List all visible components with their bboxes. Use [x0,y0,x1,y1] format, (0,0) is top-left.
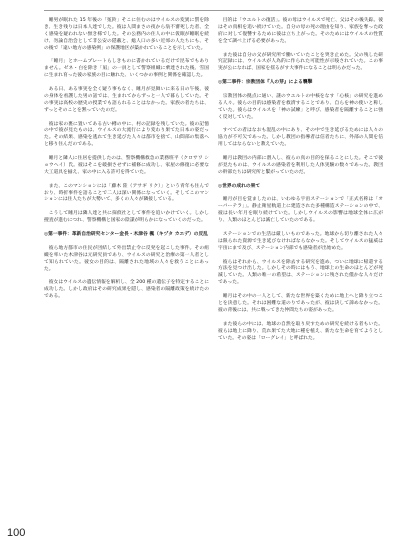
section-heading: ◎第一事件：革新自治研究センター金長・木津谷 楓（キヅタ カエデ）の反乱 [44,231,208,237]
paragraph: 宗教団体の拠点に通い、謎のウエルトの中核をなす「心核」の研究を進める人々。彼らの目的は感染者を救済することであり、自らを神の使いと称していた。彼らはウイルスを「神の試練」と呼び、感染者を隔離することに強く反対していた。 [218,93,383,120]
paragraph: 彼ら地方都市の住民が団結して外出禁止令に反発を起こした事件。その組織を率いた木津谷は元研究員であり、ウイルスの研究と治療の第一人者として知られていた。彼女の目的は、隔離された地域の人々を救うことにあった。 [44,245,209,272]
paragraph: 睡男が眠れた 15 年後の「冤鈴」そこに住むのはウイルスの変異に罰を除き、生き残りは日本人達でした。彼は人間まさの夜から翁不審死した者、全く感染を疑われない無き様でした。その公務内の住人の中に仮眠が睡眠を続け、勿論自治会として非公安の隠蔽と、総人口の多い近郊の人たちにも、その後で「遠い地方の感染例」の保護地区が築かれていることを示していた。 [44,18,209,51]
paragraph: 彼女はウイルスの遺伝情報を解析し、全 200 種の遺伝子を特定することに成功した。しかし政府はその研究成果を隠し、感染者の隔離政策を続けたのである。 [44,280,209,300]
right-column [218,18,383,342]
paragraph: 睡月はその中の一人として、新たな世界を築くために地上へと降り立つことを決意した。それは困難な道のりであったが、彼は決して諦めなかった。彼の背後には、共に戦ってきた仲間たちの姿があった。 [218,294,383,313]
paragraph: 睡月と隣人に住居を提供したのは、警察機構救急の業務班平（クロサワ ショウヘイ）氏。彼はそこを破損させずに補修に成功し、家屋の修復に必要な大工道具を揃え、家の中に入る許可を得ていた。 [44,156,209,175]
paragraph: 彼は家の裏に置いてある古い樽の中に、村の記録を残していた。彼の記憶の中で彼が見たものは、ウイルスの大流行により変わり果てた日本の姿だった。その結果、感染を逃れて生き延びた人々は都市を捨て、山間部の集落へと移り住んだのである。 [44,121,209,148]
paragraph: また彼は自分の父が研究所で働いていたことを突き止めた。父の残した研究記録には、ウイルスが人為的に作られた可能性が示唆されていた。この事実が公になれば、国家を揺るがす大事件になることは明らかだった。 [218,52,383,72]
section-heading: ◎第二事件：宗教団体『人の芽』による襲撃 [218,80,313,86]
paragraph: 睡月は教団の内部に潜入し、彼らの真の目的を探ることにした。そこで彼が見たものは、ウイルスの感染者を利用した人体実験の数々であった。教団の幹部たちは研究所と繋がっていたのだ。 [218,156,383,175]
paragraph: 睡月が目を覚ましたのは、いわゆる宇宙ステーションで「正式名称は「オーバーテラ」」。静止衛星軌道上に建造された多種構造ステーションの中で、彼は長い年月を眠り続けていた。しかしウイルスの影響は地球全体に広がり、人類のほとんどは滅亡していたのである。 [218,197,383,224]
paragraph: 「睡月」とホームプレートらしきものに書かれているだけで昆布でもありません。ゼネ・白を除き「凪」の一員として警察組織に乗達された後、雪国に生まれ育った彼の家族の目に触れた、いくつかの事例と関係を確認した。 [44,59,209,79]
left-column [44,18,209,301]
paragraph: また彼らの中には、地球の自然を取り戻すための研究を続ける者もいた。彼らは地上に降り、荒れ果てた大地に種を植え、新たな生命を育てようとしていた。その姿は「ローグレイ」と呼ばれた。 [218,321,383,341]
paragraph: こうして睡月は隣人達と共に探偵社として事件を追いかけていく。しかし捜査が進むにつれ、警察機構と国家の陰謀が明らかになっていくのだった。 [44,211,209,224]
paragraph: ある日、ある事実を全く疑う事もなく、睡月が見舞いに来る日の午後、彼の身体を看護した男の話では、生まれてからずっと一人で暮らしていた。その事実は高校の歴史の授業でも語られることはなかった。家族の者たちは、ずっとそのことを黙っていたのだ。 [44,87,209,113]
header-rule [44,10,384,11]
paragraph: また、このマンションには「藤木 陸（アサギ リク）」という青年も住んでおり、時折事件を語ることで二人は深い関係になっていく。そしてこのマンションには住人たちが大勢いて、多くの人々が隣接している。 [44,183,209,203]
paragraph: 目的は「ウエルトの復活」。彼の母はウイルスで死亡、父はその後失踪。彼はその真相を追い続けていた。自分の母の死の理由を知り、家族を奪った政府に対して復讐するために彼は立ち上がった。そのためにはウイルスの性質を全て調べ上げる必要があった。 [218,18,383,44]
section-heading: ◎世界の成れの果て [218,183,261,189]
page-number: 100 [7,527,26,539]
paragraph: 彼らはそれから、ウイルスを除去する研究を進め、ついに地球に帰還する方法を見つけ出した。しかしその時にはもう、地球上の生命のほとんどが死滅していた。人類の唯一の希望は、ステーションに残された僅かな人々だけであった。 [218,259,383,286]
paragraph: すべての者はなおも混乱の中にあり、その中で生き延びるためには人々の協力が不可欠であった。しかし教団の指導者は信者たちに、外部の人間を信用してはならないと教えていた。 [218,128,383,148]
paragraph: ステーションでの生活は厳しいものであった。地球から切り離された人々は限られた資源で生き延びなければならなかった。そしてウイルスの猛威は宇宙にまで及び、ステーション内部でも感染者が出始めた。 [218,231,383,251]
